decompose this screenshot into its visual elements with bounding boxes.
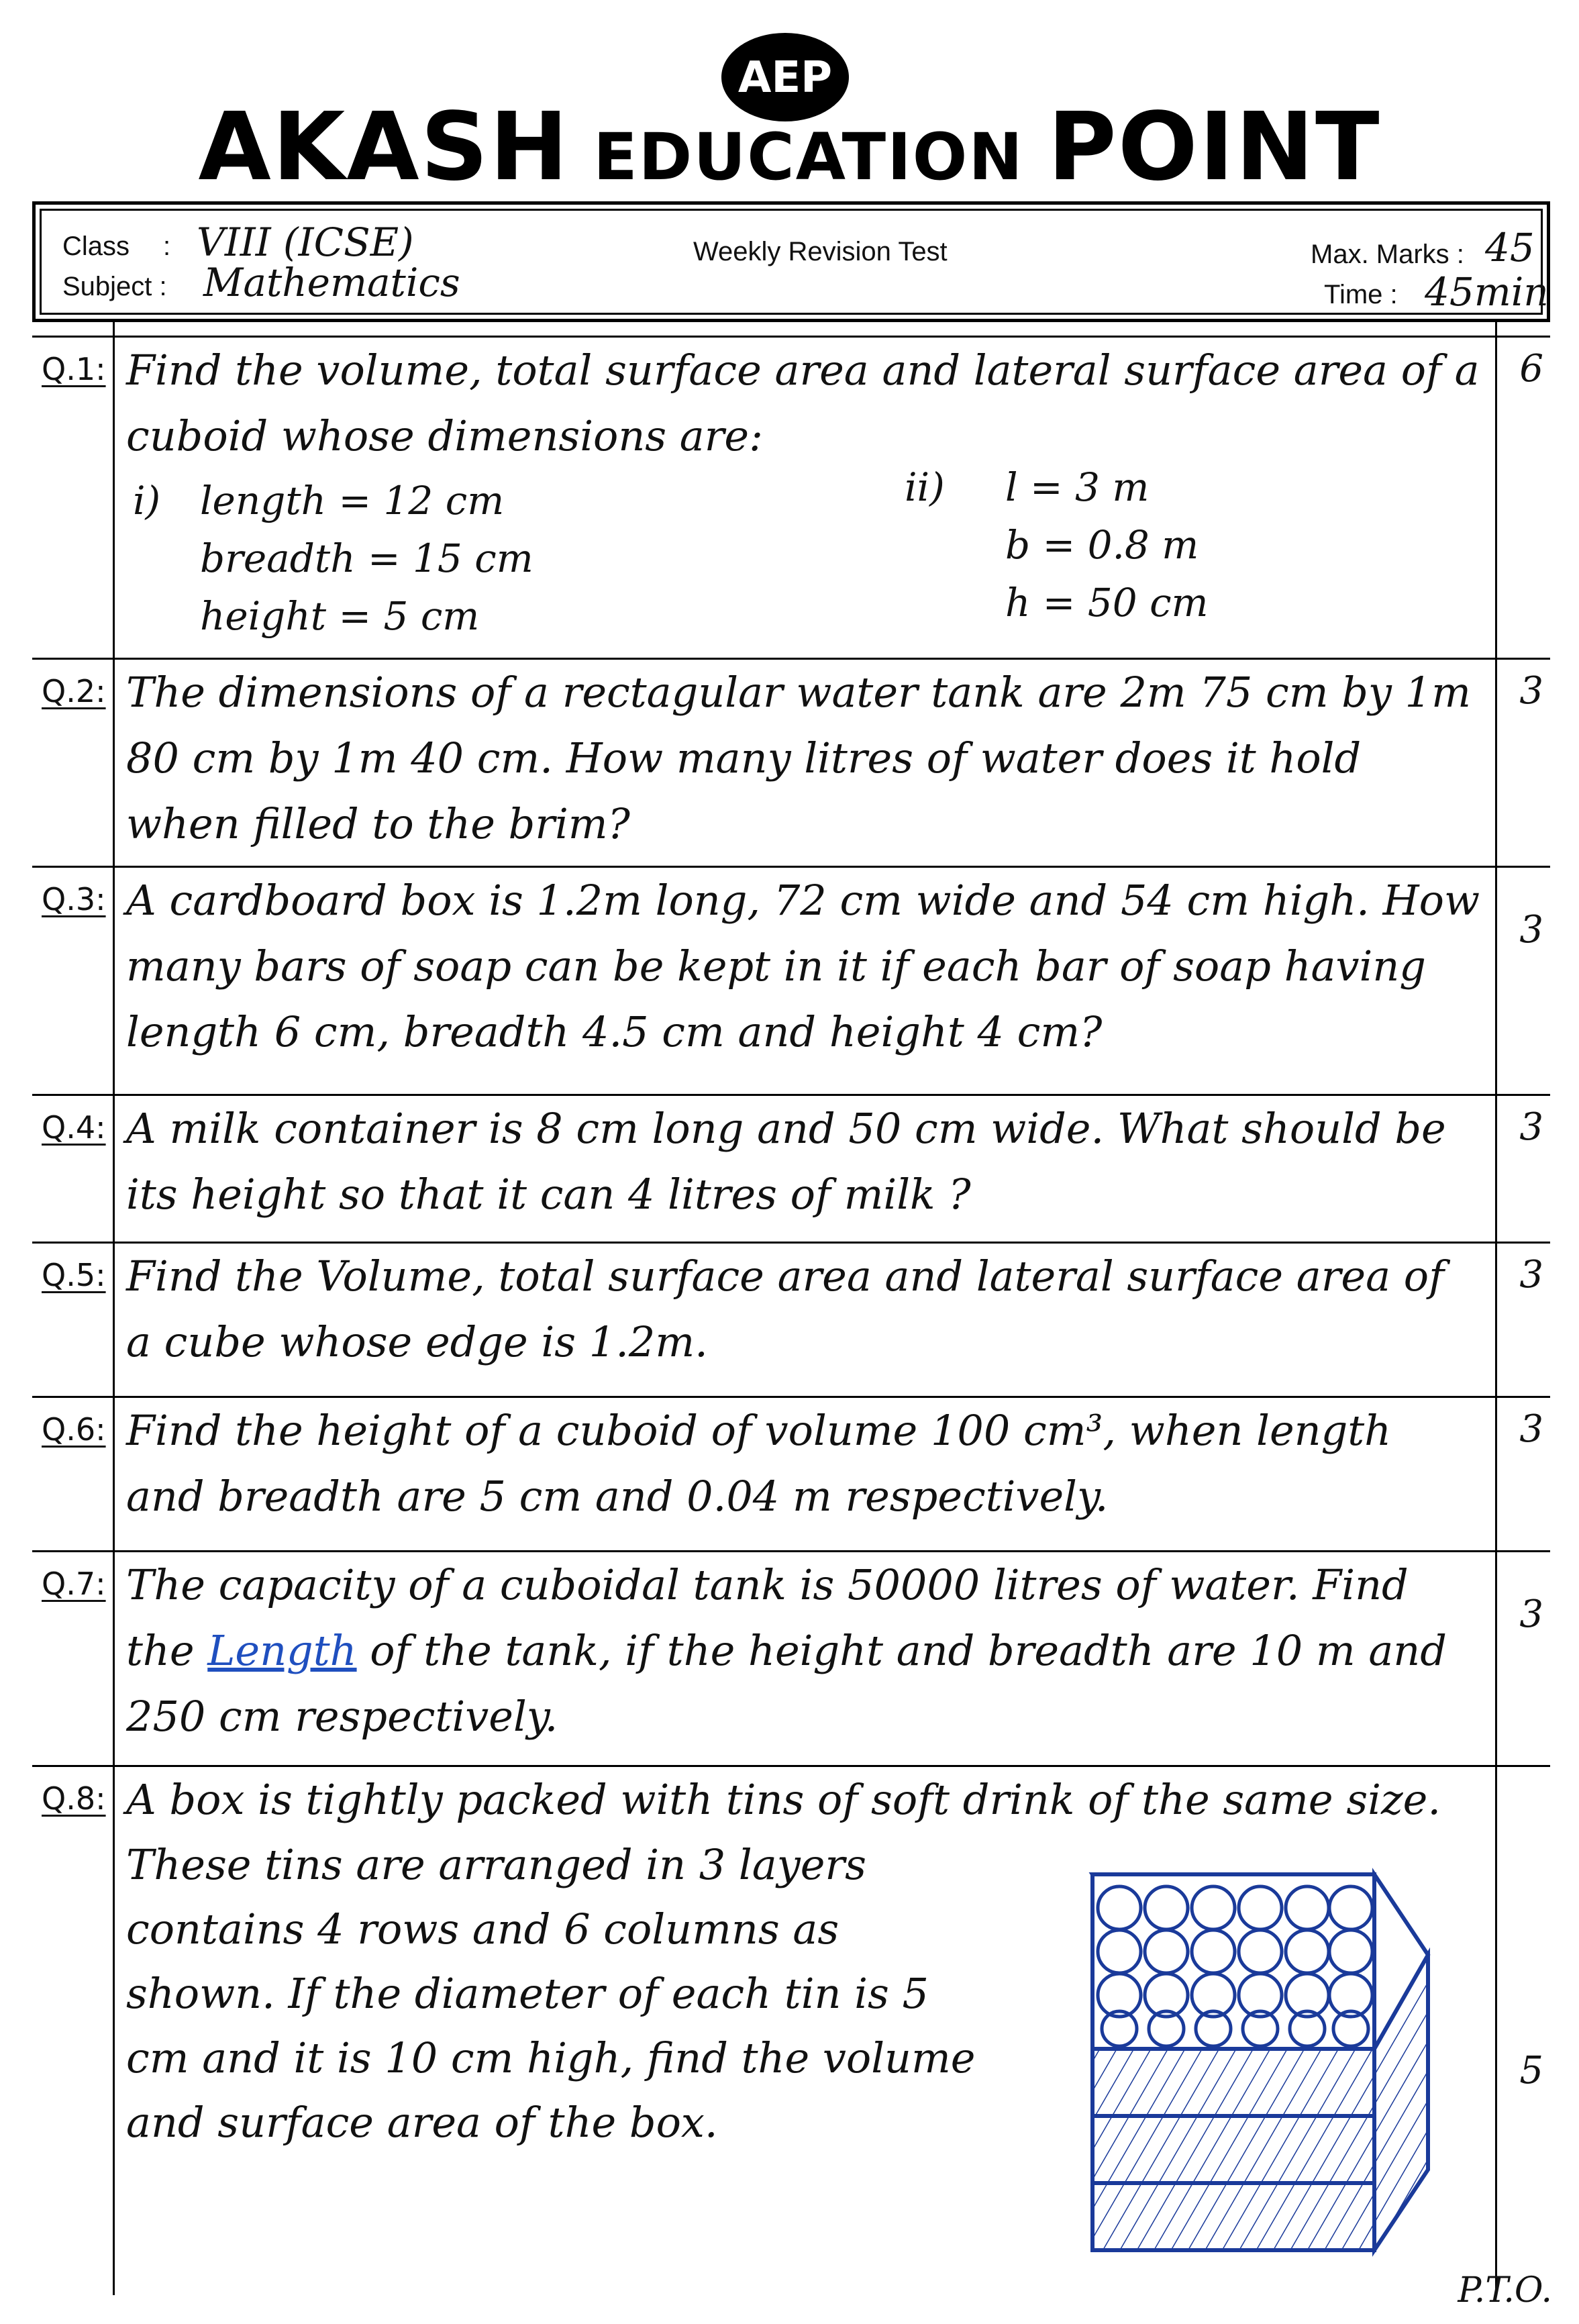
question-4	[32, 1094, 1550, 1237]
question-marks: 3	[1519, 1593, 1543, 1636]
question-text: A cardboard box is 1.2m long, 72 cm wide and 54 cm high. How many bars of soap can be kept in it if each bar of soap having length 6 cm, breadth 4.5 cm and height 4 cm?	[126, 876, 1480, 1056]
subject-label: Subject :	[62, 272, 167, 301]
question-number: Q.4:	[42, 1109, 106, 1146]
question-number: Q.5:	[42, 1257, 106, 1293]
time-label: Time :	[1324, 280, 1398, 309]
question-marks: 3	[1519, 669, 1543, 713]
part-2-line: b = 0.8 m	[1005, 522, 1199, 568]
question-marks: 5	[1519, 2049, 1543, 2092]
part-1-line: length = 12 cm	[200, 478, 505, 523]
test-header-box	[32, 201, 1550, 322]
question-marks: 3	[1519, 908, 1543, 952]
part-label: i)	[133, 478, 161, 523]
question-5	[32, 1242, 1550, 1384]
question-1	[32, 336, 1550, 646]
question-number: Q.1:	[42, 351, 106, 387]
school-name-akash: AKASH	[198, 93, 570, 202]
question-marks: 3	[1519, 1407, 1543, 1451]
question-text-part: of the tank, if the height and breadth are 10 m and 250 cm respectively.	[126, 1626, 1447, 1741]
question-marks: 6	[1519, 347, 1543, 391]
box-of-tins-figure	[1079, 1848, 1441, 2264]
class-value: VIII (ICSE)	[197, 219, 414, 265]
time-value: 45min	[1425, 269, 1549, 315]
question-number: Q.6:	[42, 1411, 106, 1448]
class-label: Class	[62, 232, 130, 261]
highlighted-word: Length	[207, 1626, 357, 1675]
question-8	[32, 1765, 1550, 2290]
pto-note: P.T.O.	[1458, 2270, 1552, 2311]
question-3	[32, 866, 1550, 1082]
subject-value: Mathematics	[203, 260, 460, 305]
question-text-part: The capacity of a cuboidal tank is 50000 litres of water. Find the	[126, 1560, 1409, 1675]
question-text: Find the height of a cuboid of volume 100 cm³, when length and breadth are 5 cm and 0.04 m respectively.	[126, 1406, 1392, 1521]
question-number: Q.2:	[42, 673, 106, 709]
part-2-line: l = 3 m	[1005, 464, 1150, 510]
question-text: A milk container is 8 cm long and 50 cm wide. What should be its height so that it can 4 litres of milk ?	[126, 1104, 1446, 1219]
class-colon: :	[163, 232, 171, 261]
part-label: ii)	[905, 464, 945, 510]
question-text	[126, 1552, 1482, 1750]
school-name-education: EDUCATION	[569, 119, 1048, 195]
question-number: Q.3:	[42, 881, 106, 917]
question-2	[32, 658, 1550, 861]
question-number: Q.8:	[42, 1780, 106, 1817]
school-name	[0, 93, 1579, 202]
question-text: The dimensions of a rectagular water tank are 2m 75 cm by 1m 80 cm by 1m 40 cm. How many litres of water does it hold when filled to the brim?	[126, 668, 1471, 848]
max-marks-value: 45	[1485, 225, 1535, 270]
part-1-line: breadth = 15 cm	[200, 536, 533, 581]
question-marks: 3	[1519, 1253, 1543, 1297]
question-7	[32, 1550, 1550, 1754]
logo-text: AEP	[737, 53, 833, 103]
question-text: Find the volume, total surface area and lateral surface area of a cuboid whose dimensions are:	[126, 346, 1480, 460]
test-title: Weekly Revision Test	[693, 237, 948, 266]
question-marks: 3	[1519, 1105, 1543, 1149]
question-text-line-1: A box is tightly packed with tins of soft drink of the same size.	[126, 1775, 1441, 1824]
school-name-point: POINT	[1048, 93, 1381, 202]
question-text: These tins are arranged in 3 layers contains 4 rows and 6 columns as shown. If the diameter of each tin is 5 cm and it is 10 cm high, find the volume and surface area of the box.	[126, 1840, 976, 2147]
question-paper	[32, 322, 1550, 2295]
question-number: Q.7:	[42, 1566, 106, 1602]
question-6	[32, 1396, 1550, 1546]
max-marks-label: Max. Marks :	[1311, 240, 1464, 269]
part-1-line: height = 5 cm	[200, 593, 480, 639]
part-2-line: h = 50 cm	[1005, 580, 1209, 625]
question-text: Find the Volume, total surface area and lateral surface area of a cube whose edge is 1.2m.	[126, 1252, 1445, 1366]
